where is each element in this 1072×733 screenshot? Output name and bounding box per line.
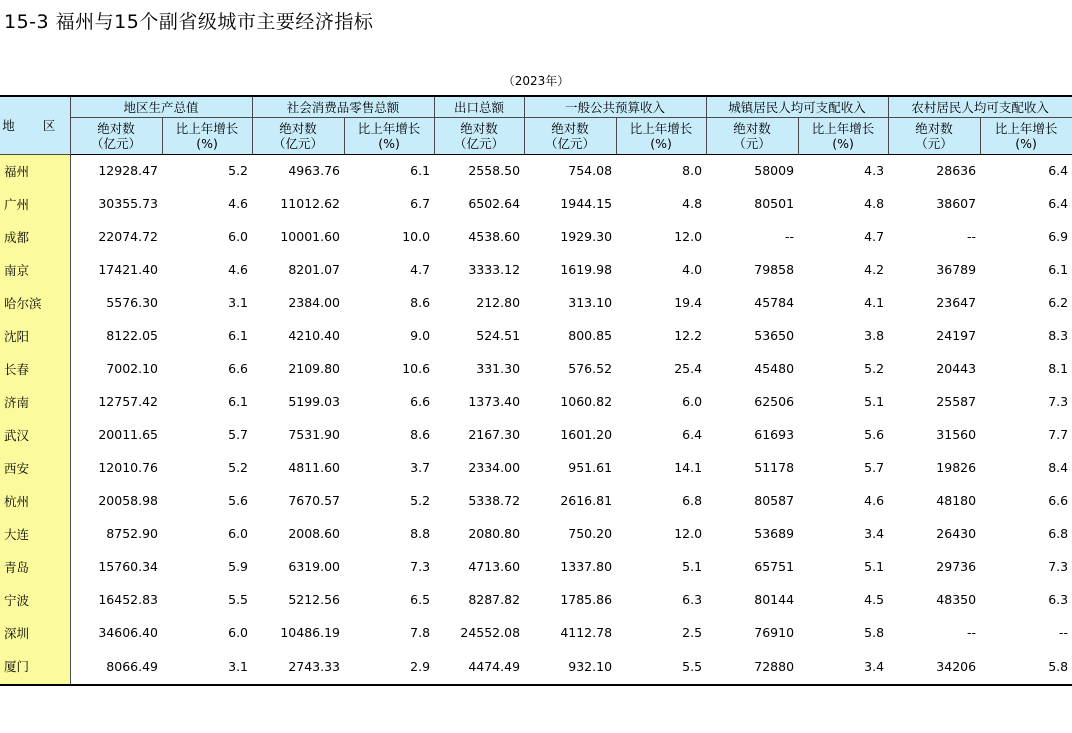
value-cell: 10486.19 — [280, 625, 341, 640]
value-cell: 6.4 — [1048, 196, 1069, 211]
value-cell: 36789 — [936, 262, 977, 277]
value-cell: -- — [785, 229, 795, 244]
value-cell: 23647 — [936, 295, 977, 310]
value-cell: 4963.76 — [288, 163, 341, 178]
region-cell: 深圳 — [0, 617, 70, 650]
value-cell: 800.85 — [568, 328, 613, 343]
value-cell: 6.8 — [1048, 526, 1069, 541]
table-row — [0, 452, 1072, 485]
value-cell: 4.1 — [864, 295, 885, 310]
value-cell: 6502.64 — [468, 196, 521, 211]
table-row — [0, 518, 1072, 551]
value-cell: 11012.62 — [280, 196, 341, 211]
subheader-absolute: 绝对数 （元） — [888, 118, 980, 155]
value-cell: 4.8 — [864, 196, 885, 211]
value-cell: 4.7 — [410, 262, 431, 277]
value-cell: 6.9 — [1048, 229, 1069, 244]
value-cell: 31560 — [936, 427, 977, 442]
table-row — [0, 320, 1072, 353]
value-cell: 8.1 — [1048, 361, 1069, 376]
subheader-growth: 比上年增长 (%) — [798, 118, 888, 155]
value-cell: 5338.72 — [468, 493, 521, 508]
table-row — [0, 551, 1072, 584]
table-row — [0, 221, 1072, 254]
value-cell: 5199.03 — [288, 394, 341, 409]
value-cell: 5.2 — [228, 163, 249, 178]
value-cell: 4.6 — [228, 262, 249, 277]
value-cell: 6.5 — [410, 592, 431, 607]
value-cell: 8752.90 — [106, 526, 158, 541]
value-cell: 3.4 — [798, 650, 888, 685]
value-cell: 24552.08 — [460, 625, 521, 640]
subheader-growth: 比上年增长 (%) — [162, 118, 252, 155]
value-cell: 4538.60 — [468, 229, 521, 244]
value-cell: 6.0 — [228, 625, 249, 640]
region-cell: 福州 — [0, 155, 70, 189]
value-cell: 12.0 — [674, 229, 703, 244]
value-cell: -- — [1059, 625, 1069, 640]
value-cell: 2334.00 — [468, 460, 521, 475]
value-cell: 61693 — [754, 427, 795, 442]
region-cell: 青岛 — [0, 551, 70, 584]
table-row — [0, 617, 1072, 650]
value-cell: 8287.82 — [468, 592, 521, 607]
region-cell: 广州 — [0, 188, 70, 221]
value-cell: 8.8 — [410, 526, 431, 541]
table-row — [0, 353, 1072, 386]
value-cell: 79858 — [754, 262, 795, 277]
value-cell: 58009 — [754, 163, 795, 178]
value-cell: 5.2 — [410, 493, 431, 508]
value-cell: 2743.33 — [252, 650, 344, 685]
value-cell: 5.5 — [228, 592, 249, 607]
group-header-urban-income: 城镇居民人均可支配收入 — [706, 96, 888, 118]
region-cell: 长春 — [0, 353, 70, 386]
value-cell: 51178 — [754, 460, 795, 475]
value-cell: 6.7 — [410, 196, 431, 211]
value-cell: 4.3 — [864, 163, 885, 178]
value-cell: -- — [967, 229, 977, 244]
value-cell: 4811.60 — [288, 460, 341, 475]
value-cell: 576.52 — [568, 361, 613, 376]
region-cell: 西安 — [0, 452, 70, 485]
value-cell: 951.61 — [568, 460, 613, 475]
value-cell: 72880 — [706, 650, 798, 685]
value-cell: 2008.60 — [288, 526, 341, 541]
value-cell: 1060.82 — [560, 394, 613, 409]
value-cell: 1619.98 — [560, 262, 613, 277]
value-cell: 20058.98 — [98, 493, 158, 508]
value-cell: 4713.60 — [468, 559, 521, 574]
value-cell: 8.4 — [1048, 460, 1069, 475]
value-cell: 524.51 — [476, 328, 521, 343]
value-cell: 4.2 — [864, 262, 885, 277]
region-cell: 南京 — [0, 254, 70, 287]
value-cell: 62506 — [754, 394, 795, 409]
region-cell: 沈阳 — [0, 320, 70, 353]
group-header-rural-income: 农村居民人均可支配收入 — [888, 96, 1072, 118]
value-cell: 2167.30 — [468, 427, 521, 442]
value-cell: 9.0 — [410, 328, 431, 343]
value-cell: 25587 — [936, 394, 977, 409]
value-cell: 1929.30 — [560, 229, 613, 244]
subheader-growth: 比上年增长 (%) — [616, 118, 706, 155]
value-cell: 6.4 — [682, 427, 703, 442]
value-cell: 7.3 — [410, 559, 431, 574]
value-cell: 1601.20 — [560, 427, 613, 442]
subheader-absolute: 绝对数 （亿元） — [70, 118, 162, 155]
value-cell: 20443 — [936, 361, 977, 376]
value-cell: 3333.12 — [468, 262, 521, 277]
value-cell: 932.10 — [524, 650, 616, 685]
value-cell: 12.0 — [674, 526, 703, 541]
value-cell: 15760.34 — [98, 559, 158, 574]
value-cell: 2616.81 — [560, 493, 613, 508]
value-cell: 6.6 — [410, 394, 431, 409]
region-cell: 厦门 — [0, 650, 70, 685]
table-body — [0, 155, 1072, 686]
table-row — [0, 254, 1072, 287]
value-cell: 6.2 — [1048, 295, 1069, 310]
subheader-absolute: 绝对数 （亿元） — [524, 118, 616, 155]
table-row — [0, 188, 1072, 221]
value-cell: 5.2 — [228, 460, 249, 475]
value-cell: 25.4 — [674, 361, 703, 376]
value-cell: 6.1 — [1048, 262, 1069, 277]
value-cell: 6.3 — [682, 592, 703, 607]
value-cell: 28636 — [936, 163, 977, 178]
value-cell: 5.6 — [864, 427, 885, 442]
value-cell: 24197 — [936, 328, 977, 343]
value-cell: 22074.72 — [98, 229, 158, 244]
value-cell: 4112.78 — [560, 625, 613, 640]
value-cell: 1337.80 — [560, 559, 613, 574]
value-cell: 10.6 — [402, 361, 431, 376]
value-cell: 8201.07 — [288, 262, 341, 277]
value-cell: 7.7 — [1048, 427, 1069, 442]
value-cell: 1785.86 — [560, 592, 613, 607]
value-cell: 76910 — [754, 625, 795, 640]
value-cell: 3.1 — [228, 295, 249, 310]
value-cell: -- — [967, 625, 977, 640]
value-cell: 4.6 — [228, 196, 249, 211]
value-cell: 48180 — [936, 493, 977, 508]
subheader-absolute: 绝对数 （亿元） — [434, 118, 524, 155]
year-label: （2023年） — [502, 74, 570, 88]
value-cell: 6.6 — [228, 361, 249, 376]
table-row — [0, 650, 1072, 685]
value-cell: 12.2 — [674, 328, 703, 343]
value-cell: 754.08 — [568, 163, 613, 178]
region-cell: 武汉 — [0, 419, 70, 452]
value-cell: 4.8 — [682, 196, 703, 211]
value-cell: 5.2 — [864, 361, 885, 376]
value-cell: 4474.49 — [434, 650, 524, 685]
value-cell: 4.6 — [864, 493, 885, 508]
group-header-export: 出口总额 — [434, 96, 524, 118]
value-cell: 8066.49 — [70, 650, 162, 685]
table-row — [0, 419, 1072, 452]
value-cell: 30355.73 — [98, 196, 158, 211]
value-cell: 8122.05 — [106, 328, 158, 343]
value-cell: 2.5 — [682, 625, 703, 640]
value-cell: 3.7 — [410, 460, 431, 475]
value-cell: 6.8 — [682, 493, 703, 508]
value-cell: 12010.76 — [98, 460, 158, 475]
value-cell: 7.3 — [1048, 394, 1069, 409]
region-header: 地 区 — [0, 96, 70, 155]
value-cell: 5.7 — [228, 427, 249, 442]
value-cell: 8.0 — [682, 163, 703, 178]
region-cell: 大连 — [0, 518, 70, 551]
value-cell: 6.3 — [1048, 592, 1069, 607]
value-cell: 5.1 — [864, 559, 885, 574]
value-cell: 8.3 — [1048, 328, 1069, 343]
value-cell: 80144 — [754, 592, 795, 607]
value-cell: 8.6 — [410, 427, 431, 442]
value-cell: 5.1 — [864, 394, 885, 409]
value-cell: 5.8 — [980, 650, 1072, 685]
value-cell: 3.1 — [162, 650, 252, 685]
value-cell: 6.1 — [228, 328, 249, 343]
value-cell: 5.6 — [228, 493, 249, 508]
group-header-retail: 社会消费品零售总额 — [252, 96, 434, 118]
region-cell: 济南 — [0, 386, 70, 419]
value-cell: 38607 — [936, 196, 977, 211]
table-row — [0, 155, 1072, 189]
value-cell: 65751 — [754, 559, 795, 574]
value-cell: 313.10 — [568, 295, 613, 310]
value-cell: 4210.40 — [288, 328, 341, 343]
value-cell: 6.1 — [410, 163, 431, 178]
value-cell: 6.0 — [228, 526, 249, 541]
subheader-growth: 比上年增长 (%) — [980, 118, 1072, 155]
value-cell: 12928.47 — [98, 163, 158, 178]
value-cell: 212.80 — [476, 295, 521, 310]
group-header-gdp: 地区生产总值 — [70, 96, 252, 118]
table-row — [0, 584, 1072, 617]
value-cell: 6.1 — [228, 394, 249, 409]
value-cell: 2384.00 — [288, 295, 341, 310]
value-cell: 20011.65 — [98, 427, 158, 442]
value-cell: 5.5 — [616, 650, 706, 685]
value-cell: 5.1 — [682, 559, 703, 574]
value-cell: 45784 — [754, 295, 795, 310]
value-cell: 19826 — [936, 460, 977, 475]
group-header-budget: 一般公共预算收入 — [524, 96, 706, 118]
table-row — [0, 386, 1072, 419]
value-cell: 5.7 — [864, 460, 885, 475]
table-row — [0, 485, 1072, 518]
value-cell: 331.30 — [476, 361, 521, 376]
value-cell: 5212.56 — [288, 592, 341, 607]
value-cell: 6.4 — [1048, 163, 1069, 178]
subheader-growth: 比上年增长 (%) — [344, 118, 434, 155]
subheader-absolute: 绝对数 （元） — [706, 118, 798, 155]
value-cell: 14.1 — [674, 460, 703, 475]
region-cell: 宁波 — [0, 584, 70, 617]
value-cell: 4.7 — [864, 229, 885, 244]
value-cell: 53689 — [754, 526, 795, 541]
value-cell: 7.8 — [410, 625, 431, 640]
value-cell: 5.8 — [864, 625, 885, 640]
economic-indicators-table — [0, 95, 1072, 686]
value-cell: 12757.42 — [98, 394, 158, 409]
value-cell: 5.9 — [228, 559, 249, 574]
value-cell: 26430 — [936, 526, 977, 541]
value-cell: 10001.60 — [280, 229, 341, 244]
value-cell: 19.4 — [674, 295, 703, 310]
subheader-absolute: 绝对数 （亿元） — [252, 118, 344, 155]
value-cell: 1944.15 — [560, 196, 613, 211]
value-cell: 7.3 — [1048, 559, 1069, 574]
value-cell: 2558.50 — [468, 163, 521, 178]
value-cell: 6319.00 — [288, 559, 341, 574]
value-cell: 53650 — [754, 328, 795, 343]
value-cell: 34206 — [888, 650, 980, 685]
value-cell: 5576.30 — [106, 295, 158, 310]
value-cell: 10.0 — [402, 229, 431, 244]
region-cell: 成都 — [0, 221, 70, 254]
value-cell: 4.0 — [682, 262, 703, 277]
value-cell: 6.0 — [228, 229, 249, 244]
value-cell: 4.5 — [864, 592, 885, 607]
value-cell: 2109.80 — [288, 361, 341, 376]
value-cell: 2080.80 — [468, 526, 521, 541]
page-title: 15-3 福州与15个副省级城市主要经济指标 — [4, 11, 374, 33]
value-cell: 3.4 — [864, 526, 885, 541]
value-cell: 29736 — [936, 559, 977, 574]
region-cell: 哈尔滨 — [0, 287, 70, 320]
value-cell: 7670.57 — [288, 493, 341, 508]
value-cell: 2.9 — [344, 650, 434, 685]
value-cell: 7531.90 — [288, 427, 341, 442]
value-cell: 16452.83 — [98, 592, 158, 607]
value-cell: 80587 — [754, 493, 795, 508]
value-cell: 17421.40 — [98, 262, 158, 277]
table-row — [0, 287, 1072, 320]
value-cell: 1373.40 — [468, 394, 521, 409]
value-cell: 7002.10 — [106, 361, 158, 376]
value-cell: 6.6 — [1048, 493, 1069, 508]
value-cell: 8.6 — [410, 295, 431, 310]
value-cell: 6.0 — [682, 394, 703, 409]
region-cell: 杭州 — [0, 485, 70, 518]
value-cell: 80501 — [754, 196, 795, 211]
value-cell: 3.8 — [864, 328, 885, 343]
value-cell: 34606.40 — [98, 625, 158, 640]
value-cell: 750.20 — [568, 526, 613, 541]
value-cell: 45480 — [754, 361, 795, 376]
value-cell: 48350 — [936, 592, 977, 607]
